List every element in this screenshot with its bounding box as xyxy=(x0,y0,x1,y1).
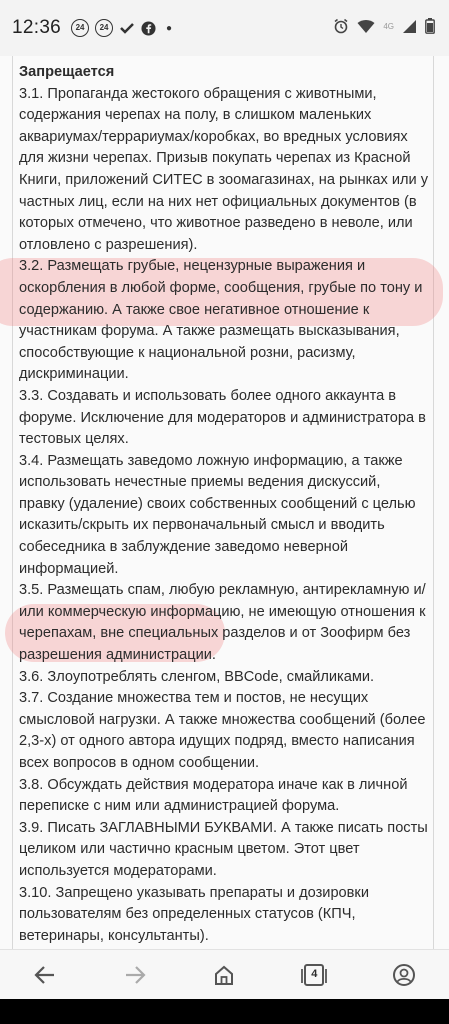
tab-count: 4 xyxy=(311,968,318,980)
arrow-right-icon xyxy=(124,965,146,985)
rule-item: 3.1. Пропаганда жестокого обращения с животными, содержания черепах на полу, в слишком маленьких аквариумах/террариумах/коробках, во вредных условиях для жизни черепах. Призыв покупать черепах из Красной Книги, приложений СИТЕС в зоомагазинах, на рынках или у частных лиц, если на них нет официальных документов (в которых отмечено, что животное разведено в неволе, или отловлено с разрешения). xyxy=(19,85,429,253)
facebook-icon xyxy=(141,21,156,36)
wifi-icon xyxy=(357,19,375,34)
section-heading: Запрещается xyxy=(19,64,115,80)
rule-item: 3.3. Создавать и использовать более одного аккаунта в форуме. Исключение для модераторов и администратора в тестовых целях. xyxy=(19,387,426,448)
signal-icon xyxy=(402,19,417,34)
rule-item: 3.8. Обсуждать действия модератора иначе как в личной переписке с ним или администрацией форума. xyxy=(19,776,408,815)
rule-item: 3.4. Размещать заведомо ложную информацию, а также использовать нечестные приемы ведения дискуссий, правку (удаление) своих собственных сообщений с целью исказить/скрыть их первоначальный смысл и вводить собеседника в заблуждение заведомо неверной информацией. xyxy=(19,452,416,577)
notification-badge-icon: 24 xyxy=(71,19,89,37)
page-content[interactable] xyxy=(12,56,434,949)
arrow-left-icon xyxy=(34,965,56,985)
status-bar xyxy=(0,0,449,56)
network-type-label: 4G xyxy=(383,21,394,31)
battery-icon xyxy=(425,18,435,34)
more-notifications-icon: ● xyxy=(166,22,173,34)
browser-toolbar xyxy=(0,949,449,1000)
tabs-button[interactable] xyxy=(294,955,334,995)
rule-item: 3.6. Злоупотреблять сленгом, BBCode, смайликами. xyxy=(19,668,375,685)
home-button[interactable] xyxy=(204,955,244,995)
notification-badge-icon: 24 xyxy=(95,19,113,37)
forward-button[interactable] xyxy=(115,955,155,995)
rules-text xyxy=(19,62,429,991)
back-button[interactable] xyxy=(25,955,65,995)
rule-item: 3.9. Писать ЗАГЛАВНЫМИ БУКВАМИ. А также писать посты целиком или частично красным цветом. Этот цвет используется модераторами. xyxy=(19,819,428,879)
rule-item: 3.2. Размещать грубые, нецензурные выражения и оскорбления в любой форме, сообщения, грубые по тону и содержанию. А также свое негативное отношение к участникам форума. А также размещать высказывания, способствующие к национальной розни, расизму, дискриминации. xyxy=(19,258,423,383)
rule-item: 3.7. Создание множества тем и постов, не несущих смысловой нагрузки. А также множества сообщений (более 2,3-х) от одного автора идущих подряд, вместо написания всех вопросов в одном сообщении. xyxy=(19,690,426,771)
rule-item: 3.10. Запрещено указывать препараты и дозировки пользователям без определенных статусов (КПЧ, ветеринары, консультанты). xyxy=(19,884,369,944)
system-icons xyxy=(333,18,435,34)
notification-icons xyxy=(71,19,172,37)
system-gesture-bar xyxy=(0,999,449,1024)
account-icon xyxy=(392,963,416,987)
alarm-icon xyxy=(333,18,349,34)
check-icon xyxy=(119,21,135,35)
home-icon xyxy=(213,964,235,986)
rule-item: 3.5. Размещать спам, любую рекламную, антирекламную и/или коммерческую информацию, не имеющую отношения к черепахам, вне специальных разделов и от Зоофирм без разрешения администрации. xyxy=(19,582,426,664)
status-time: 12:36 xyxy=(12,17,62,38)
account-button[interactable] xyxy=(384,955,424,995)
